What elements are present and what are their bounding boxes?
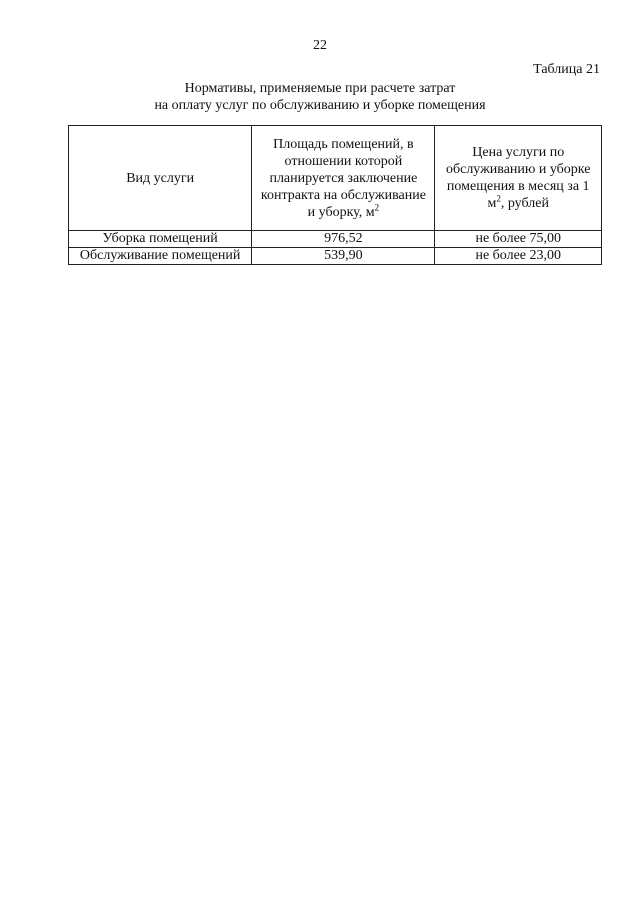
cell-area: 976,52 bbox=[252, 231, 435, 248]
norms-table bbox=[68, 125, 602, 265]
document-title bbox=[0, 80, 640, 114]
cell-price: не более 75,00 bbox=[435, 231, 602, 248]
header-area-text: Площадь помещений, в отношении которой планируется заключение контракта на обслуживание и уборку, м bbox=[260, 136, 426, 220]
table-row bbox=[69, 231, 602, 248]
cell-price: не более 23,00 bbox=[435, 248, 602, 265]
header-area bbox=[252, 126, 435, 231]
title-line-2: на оплату услуг по обслуживанию и уборке помещения bbox=[154, 98, 486, 113]
header-price-unit: , рублей bbox=[500, 196, 549, 211]
page-number: 22 bbox=[313, 38, 327, 53]
table-header-row bbox=[69, 126, 602, 231]
table-label: Таблица 21 bbox=[533, 62, 600, 77]
title-line-1: Нормативы, применяемые при расчете затрат bbox=[184, 81, 456, 96]
header-price bbox=[435, 126, 602, 231]
cell-service: Уборка помещений bbox=[69, 231, 252, 248]
header-service-type bbox=[69, 126, 252, 231]
cell-area: 539,90 bbox=[252, 248, 435, 265]
cell-service: Обслуживание помещений bbox=[69, 248, 252, 265]
header-price-text: Цена услуги по обслуживанию и уборке помещения в месяц за 1 м bbox=[445, 145, 591, 211]
table-row bbox=[69, 248, 602, 265]
header-price-superscript: 2 bbox=[496, 193, 501, 204]
header-area-superscript: 2 bbox=[374, 201, 380, 212]
header-service-type-text: Вид услуги bbox=[126, 170, 195, 186]
